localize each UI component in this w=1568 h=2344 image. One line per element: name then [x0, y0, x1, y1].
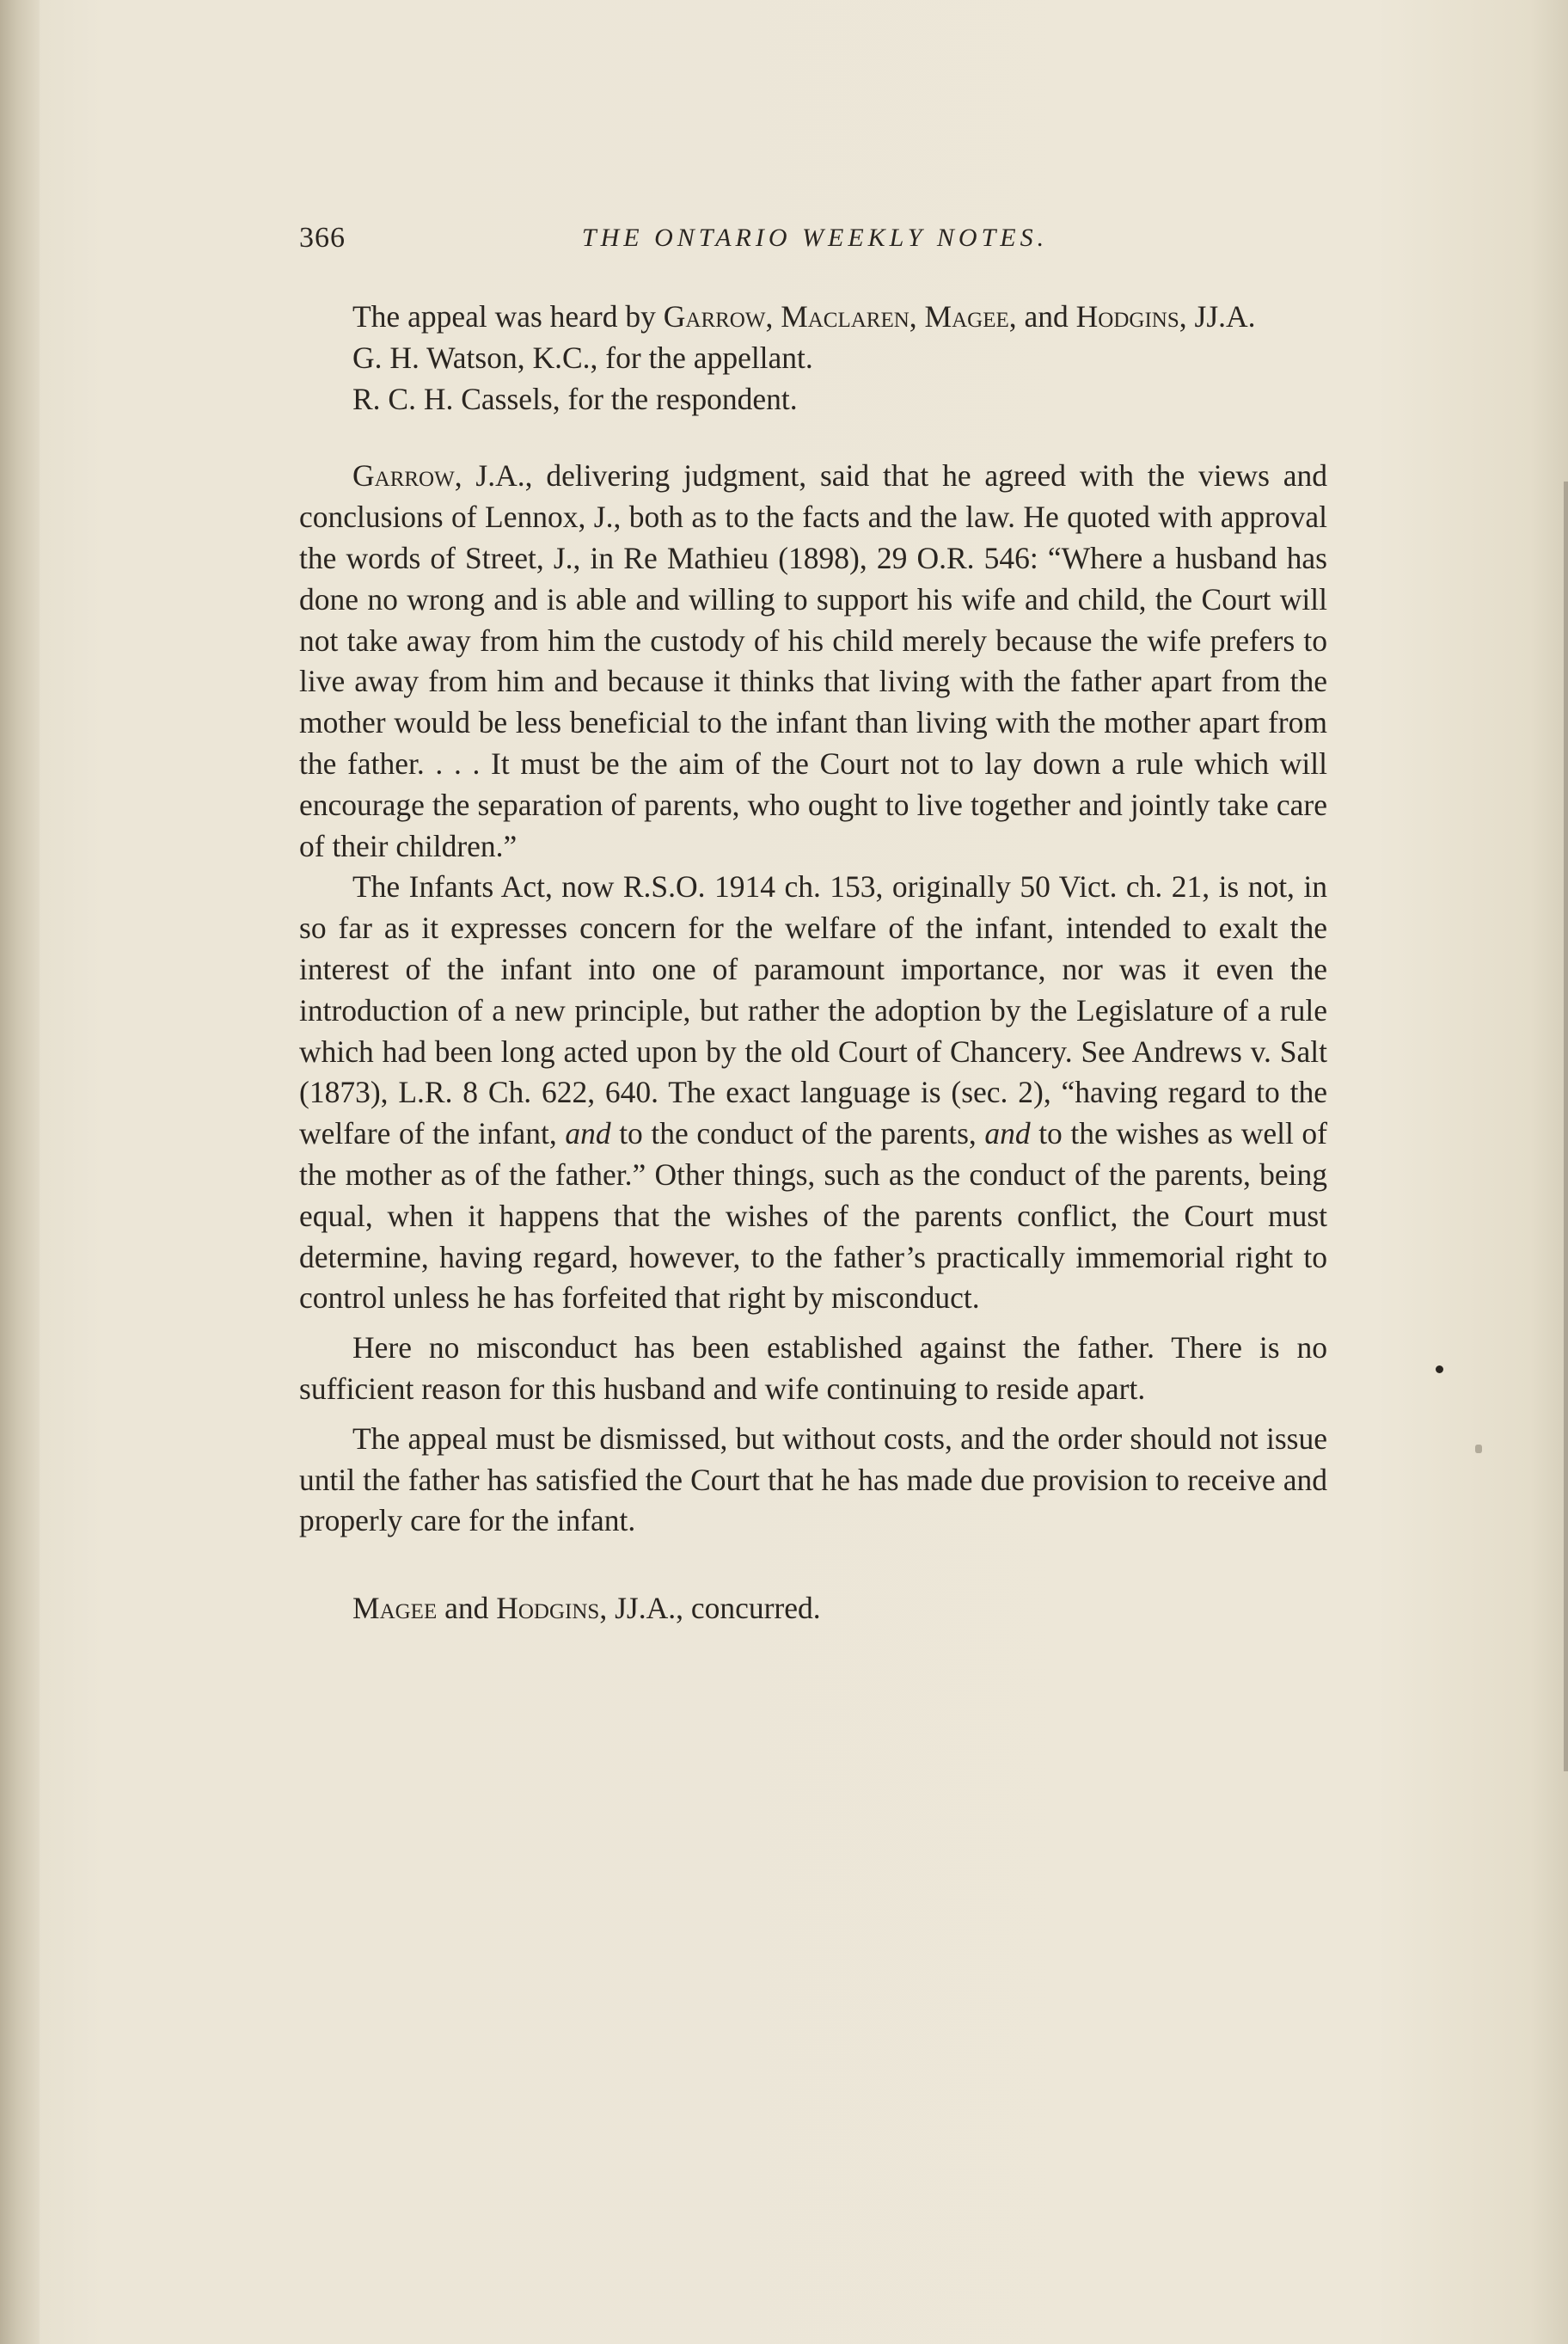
paragraph-concurrence: Magee and Hodgins, JJ.A., concurred. [352, 1591, 821, 1626]
ink-dot [1436, 1365, 1443, 1373]
paragraph-judgment: Garrow, J.A., delivering judgment, said that he agreed with the views and conclusions of Lennox, J., both as to the facts and the law. He quoted with approval the words of Street, J., in Re Mathieu (1898), 29 O.R. 546: “Where a husband has done no wrong and is able and willing to support his wife and child, the Court will not take away from him the custody of his child merely because the wife prefers to live away from him and because it thinks that living with the father apart from the mother would be less beneficial to the infant than living with the mother apart from the father. . . . It must be the aim of the Court not to lay down a rule which will encourage the separation of parents, who ought to live together and jointly take care of their children.” [299, 458, 1327, 863]
page-number: 366 [299, 222, 346, 254]
paragraph-dismissal: The appeal must be dismissed, but without costs, and the order should not issue until the father has satisfied the Court that he has made due provision to receive and properly care for the infant. [299, 1421, 1327, 1538]
judges-names: Garrow, Maclaren, Magee, [663, 299, 1017, 334]
ink-smudge [1475, 1445, 1482, 1453]
page-header [299, 222, 1331, 265]
judge-hodgins-concurring: Hodgins [496, 1591, 600, 1626]
judge-garrow: Garrow [352, 458, 455, 494]
running-head: THE ONTARIO WEEKLY NOTES. [581, 224, 1049, 252]
book-binding-shadow [0, 0, 40, 2344]
judge-hodgins: Hodgins [1075, 299, 1179, 334]
paragraph-no-misconduct: Here no misconduct has been established against the father. There is no sufficient reason for this husband and wife continuing to reside apart. [299, 1330, 1327, 1406]
paragraph-respondent-counsel: R. C. H. Cassels, for the respondent. [352, 381, 798, 416]
paragraph-hearing: The appeal was heard by Garrow, Maclaren, Magee, and Hodgins, JJ.A. [352, 299, 1256, 334]
paragraph-infants-act: The Infants Act, now R.S.O. 1914 ch. 153, originally 50 Vict. ch. 21, is not, in so far as it expresses concern for the welfare of the infant, intended to exalt the interest of the infant into one of paramount importance, nor was it even the introduction of a new principle, but rather the adoption by the Legislature of a rule which had been long acted upon by the old Court of Chancery. See Andrews v. Salt (1873), L.R. 8 Ch. 622, 640. The exact language is (sec. 2), “having regard to the welfare of the infant, and to the conduct of the parents, and to the wishes as well of the mother as of the father.” Other things, such as the conduct of the parents, being equal, when it happens that the wishes of the parents conflict, the Court must determine, having regard, however, to the father’s practically immemorial right to control unless he has forfeited that right by misconduct. [299, 869, 1327, 1316]
body-text [299, 297, 1327, 1629]
paragraph-appellant-counsel: G. H. Watson, K.C., for the appellant. [352, 340, 813, 375]
judge-magee: Magee [352, 1591, 438, 1626]
page-edge [1564, 482, 1568, 1771]
